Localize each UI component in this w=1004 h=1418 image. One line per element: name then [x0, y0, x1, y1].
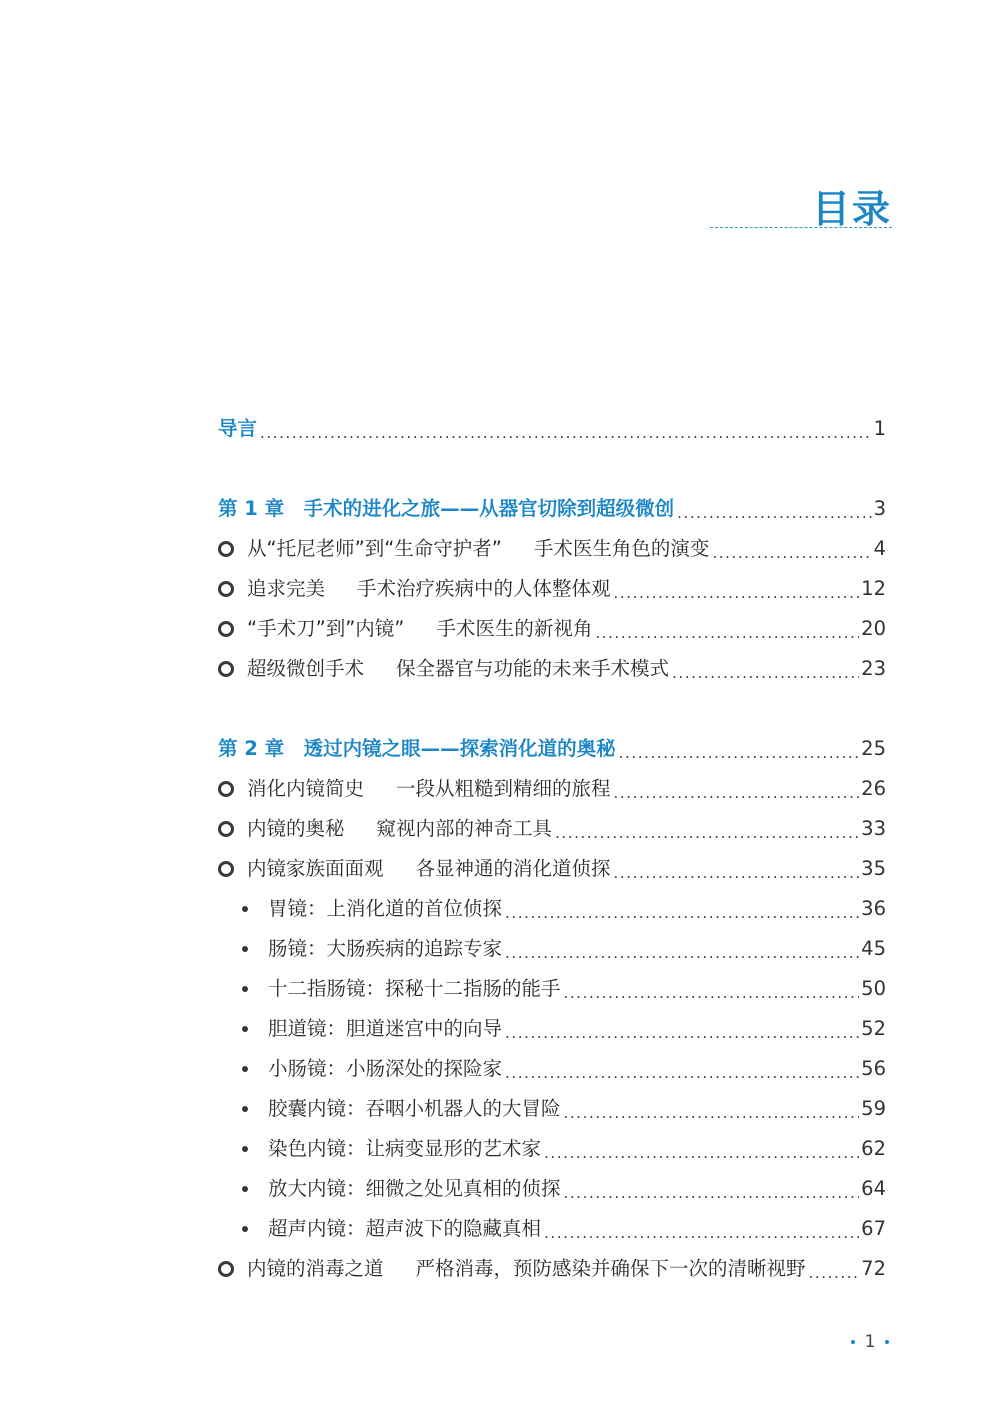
toc-subsection-entry[interactable]	[218, 974, 886, 1004]
toc-entry-text	[218, 1094, 561, 1124]
dot-leader	[260, 414, 872, 444]
page-number: 1	[864, 1332, 876, 1352]
toc-entry-text	[218, 974, 561, 1004]
circle-bullet-icon	[218, 661, 234, 677]
dot-bullet-icon	[242, 986, 248, 992]
toc-entry-title: 消化内镜简史	[247, 777, 365, 800]
dot-bullet-icon	[242, 946, 248, 952]
toc-page-number: 35	[861, 857, 886, 880]
toc-page-number: 4	[873, 537, 886, 560]
toc-entry-title: 第 1 章 手术的进化之旅——从器官切除到超级微创	[218, 497, 675, 520]
dot-leader	[564, 974, 860, 1004]
toc-page-number: 56	[861, 1057, 886, 1080]
toc-entry-text	[218, 614, 592, 644]
dot-leader	[555, 814, 859, 844]
toc-section-entry[interactable]	[218, 574, 886, 604]
toc-page-number: 52	[861, 1017, 886, 1040]
circle-bullet-icon	[218, 621, 234, 637]
dot-leader	[544, 1134, 859, 1164]
toc-entry-text	[218, 1214, 541, 1244]
toc-entry-subtitle: 严格消毒，预防感染并确保下一次的清晰视野	[415, 1257, 806, 1280]
footer-dot-right	[885, 1340, 889, 1344]
dot-leader	[505, 1014, 859, 1044]
toc-entry-title: 内镜家族面面观	[247, 857, 384, 880]
toc-entry-text	[218, 1174, 561, 1204]
toc-entry-text	[218, 934, 502, 964]
toc-entry-text	[218, 1134, 541, 1164]
page-title: 目录	[811, 187, 892, 231]
toc-entry-subtitle: 一段从粗糙到精细的旅程	[396, 777, 611, 800]
toc-entry-text	[218, 774, 611, 804]
toc-section-entry[interactable]	[218, 654, 886, 684]
toc-page-number: 64	[861, 1177, 886, 1200]
toc-entry-text	[218, 1054, 502, 1084]
toc-page-number: 62	[861, 1137, 886, 1160]
toc-entry-title: 第 2 章 透过内镜之眼——探索消化道的奥秘	[218, 737, 616, 760]
dot-bullet-icon	[242, 1146, 248, 1152]
dot-leader	[712, 534, 871, 564]
dot-leader	[505, 1054, 859, 1084]
circle-bullet-icon	[218, 541, 234, 557]
toc-page-number: 25	[861, 737, 886, 760]
toc-entry-subtitle: 保全器官与功能的未来手术模式	[396, 657, 670, 680]
dot-leader	[677, 494, 871, 524]
toc-entry-title: 内镜的奥秘	[247, 817, 345, 840]
circle-bullet-icon	[218, 821, 234, 837]
dot-bullet-icon	[242, 906, 248, 912]
page-footer	[840, 1330, 900, 1354]
toc-entry-title: 染色内镜：让病变显形的艺术家	[268, 1137, 542, 1160]
circle-bullet-icon	[218, 581, 234, 597]
toc-page-number: 67	[861, 1217, 886, 1240]
toc-subsection-entry[interactable]	[218, 1214, 886, 1244]
dot-leader	[619, 734, 860, 764]
toc-entry-title: 小肠镜：小肠深处的探险家	[268, 1057, 503, 1080]
toc-entry-text	[218, 574, 611, 604]
toc-entry-title: 十二指肠镜：探秘十二指肠的能手	[268, 977, 561, 1000]
dot-leader	[505, 934, 859, 964]
toc-entry-title: 导言	[218, 417, 258, 440]
toc-page-number: 12	[861, 577, 886, 600]
toc-section-entry[interactable]	[218, 774, 886, 804]
toc-entry-title: 胃镜：上消化道的首位侦探	[268, 897, 503, 920]
toc-section-entry[interactable]	[218, 534, 886, 564]
dot-bullet-icon	[242, 1066, 248, 1072]
dot-leader	[614, 574, 860, 604]
circle-bullet-icon	[218, 1261, 234, 1277]
toc-entry-text	[218, 894, 502, 924]
toc-entry-text	[218, 734, 616, 764]
toc-page-number: 23	[861, 657, 886, 680]
toc-subsection-entry[interactable]	[218, 894, 886, 924]
toc-entry-title: “手术刀”到”内镜”	[247, 617, 405, 640]
toc-section-entry[interactable]	[218, 854, 886, 884]
toc-chapter-entry[interactable]	[218, 734, 886, 764]
toc-entry-title: 放大内镜：细微之处见真相的侦探	[268, 1177, 561, 1200]
dot-leader	[672, 654, 859, 684]
dot-leader	[544, 1214, 859, 1244]
toc-entry-title: 胶囊内镜：吞咽小机器人的大冒险	[268, 1097, 561, 1120]
toc-chapter-entry[interactable]	[218, 414, 886, 444]
circle-bullet-icon	[218, 861, 234, 877]
toc-subsection-entry[interactable]	[218, 1174, 886, 1204]
footer-dot-left	[851, 1340, 855, 1344]
dot-bullet-icon	[242, 1026, 248, 1032]
circle-bullet-icon	[218, 781, 234, 797]
toc-entry-title: 追求完美	[247, 577, 326, 600]
toc-entry-text	[218, 1014, 502, 1044]
toc-entry-title: 胆道镜：胆道迷宫中的向导	[268, 1017, 503, 1040]
toc-page-number: 72	[861, 1257, 886, 1280]
dot-leader	[614, 854, 860, 884]
toc-entry-text	[218, 654, 669, 684]
toc-page-number: 59	[861, 1097, 886, 1120]
toc-page-number: 33	[861, 817, 886, 840]
toc-section-entry[interactable]	[218, 614, 886, 644]
toc-entry-title: 超声内镜：超声波下的隐藏真相	[268, 1217, 542, 1240]
toc-subsection-entry[interactable]	[218, 1094, 886, 1124]
toc-entry-text	[218, 414, 257, 444]
toc-page-number: 1	[873, 417, 886, 440]
dot-bullet-icon	[242, 1106, 248, 1112]
toc-page-number: 45	[861, 937, 886, 960]
toc-page-number: 3	[873, 497, 886, 520]
toc-chapter-entry[interactable]	[218, 494, 886, 524]
toc-subsection-entry[interactable]	[218, 1014, 886, 1044]
toc-entry-subtitle: 各显神通的消化道侦探	[415, 857, 611, 880]
dot-leader	[614, 774, 860, 804]
dot-bullet-icon	[242, 1186, 248, 1192]
toc-entry-title: 内镜的消毒之道	[247, 1257, 384, 1280]
toc-entry-text	[218, 1254, 806, 1284]
toc-page-number: 50	[861, 977, 886, 1000]
toc-page-number: 26	[861, 777, 886, 800]
toc-entry-text	[218, 494, 674, 524]
toc-entry-title: 超级微创手术	[247, 657, 365, 680]
toc-entry-subtitle: 窥视内部的神奇工具	[376, 817, 553, 840]
toc-entry-text	[218, 854, 611, 884]
toc-subsection-entry[interactable]	[218, 1054, 886, 1084]
toc-entry-subtitle: 手术医生角色的演变	[533, 537, 710, 560]
dot-leader	[595, 614, 859, 644]
dot-leader	[564, 1174, 860, 1204]
dot-leader	[564, 1094, 860, 1124]
toc-page-number: 36	[861, 897, 886, 920]
toc-section-entry[interactable]	[218, 814, 886, 844]
dot-leader	[505, 894, 859, 924]
dot-leader	[809, 1254, 860, 1284]
toc-page-number: 20	[861, 617, 886, 640]
toc-entry-text	[218, 534, 709, 564]
toc-section-entry[interactable]	[218, 1254, 886, 1284]
title-underline	[710, 227, 892, 228]
toc-subsection-entry[interactable]	[218, 934, 886, 964]
dot-bullet-icon	[242, 1226, 248, 1232]
toc-entry-subtitle: 手术治疗疾病中的人体整体观	[357, 577, 611, 600]
toc-entry-title: 肠镜：大肠疾病的追踪专家	[268, 937, 503, 960]
toc-entry-subtitle: 手术医生的新视角	[436, 617, 593, 640]
toc-subsection-entry[interactable]	[218, 1134, 886, 1164]
toc-entry-title: 从“托尼老师”到“生命守护者”	[247, 537, 502, 560]
toc-entry-text	[218, 814, 552, 844]
